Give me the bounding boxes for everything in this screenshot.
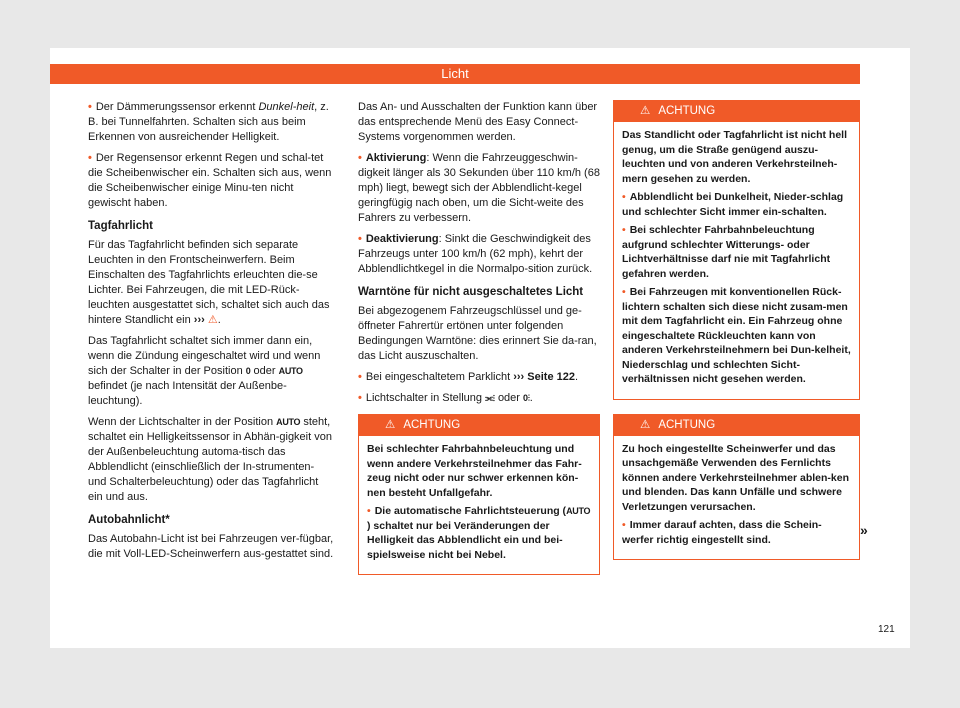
column-3 (613, 100, 860, 560)
list-item: • Abblendlicht bei Dunkelheit, Nieder-schlag und schlechter Sicht immer ein-schalten. (622, 191, 844, 218)
bullet-icon: • (358, 371, 362, 383)
paragraph: Wenn der Lichtschalter in der Position AUTO steht, schaltet ein Helligkeitssensor in Abhän-gigkeit von der Außenbeleuchtung automa-tisch das Abblendlicht (einschließlich der In-strumenten- und Schalterbeleuchtung) oder das Tagfahrlicht ein und aus. (88, 416, 332, 503)
warning-box-body: Das Standlicht oder Tagfahrlicht ist nicht hell genug, um die Straße genügend auszu-leuchten und von anderen Verkehrsteilneh-mern gesehen zu werden. • Abblendlicht bei Dunkelheit, Nieder-schlag und schlechter Sicht immer ein-schalten. • Bei schlechter Fahrbahnbeleuchtung aufgrund schlechter Witterungs- oder Lichtverhältnisse darf nie mit Tagfahrlicht gefahren werden. • Bei Fahrzeugen mit konventionellen Rück-lichtern schalten sich diese nicht zusam-men mit dem Tagfahrlicht ein. Ein Fahrzeug ohne eingeschaltete Rückleuchten kann von anderen Verkehrsteilnehmern bei Dun-kelheit, Niederschlag und schlechten Sicht-verhältnissen nicht gesehen werden. (622, 129, 851, 385)
auto-symbol-icon: AUTO (278, 366, 303, 376)
list-item: • Bei Fahrzeugen mit konventionellen Rück-lichtern schalten sich diese nicht zusam-men mit dem Tagfahrlicht ein. Ein Fahrzeug ohne eingeschaltete Rückleuchten kann von anderen Verkehrsteilnehmern bei Dun-kelheit, Niederschlag und schlechten Sicht-verhältnissen nicht gesehen werden. (622, 286, 851, 385)
bullet-icon: • (358, 152, 362, 164)
switch-position-0-icon: 0 (245, 366, 251, 376)
section-header: Licht (50, 64, 860, 84)
warning-icon: ⚠ (207, 314, 218, 326)
list-item: • Der Dämmerungssensor erkennt Dunkel-heit, z. B. bei Tunnelfahrten. Schalten sich aus beim Erkennen von ausreichender Helligkeit. (88, 101, 329, 143)
bullet-icon: • (88, 152, 92, 164)
bullet-icon: • (88, 101, 92, 113)
warning-icon: ⚠ (385, 419, 396, 431)
heading-warntoene: Warntöne für nicht ausgeschaltetes Licht (358, 286, 584, 298)
list-item: • Die automatische Fahrlichtsteuerung (AUTO) schaltet nur bei Veränderungen der Helligkeit das Abblendlicht ein und bei-spielsweise nicht bei Nebel. (367, 505, 591, 561)
warning-box-header: ⚠ ACHTUNG (614, 415, 859, 436)
list-item: • Bei schlechter Fahrbahnbeleuchtung aufgrund schlechter Witterungs- oder Lichtverhältnisse darf nie mit Tagfahrlicht gefahren werden. (622, 224, 831, 280)
auto-symbol-icon: AUTO (276, 417, 301, 427)
warning-box-body: Bei schlechter Fahrbahnbeleuchtung und wenn andere Verkehrsteilnehmer das Fahr-zeug nicht oder nur schwer erkennen kön-nen besteht Unfallgefahr. • Die automatische Fahrlichtsteuerung (AUTO) schaltet nur bei Veränderungen der Helligkeit das Abblendlicht ein und bei-spielsweise nicht bei Nebel. (367, 443, 591, 561)
switch-position-0-icon: 0⫶ (523, 393, 530, 403)
warning-box-header: ⚠ ACHTUNG (359, 415, 599, 436)
heading-tagfahrlicht: Tagfahrlicht (88, 220, 153, 232)
warning-box (613, 100, 860, 400)
bullet-icon: • (622, 224, 626, 236)
bullet-icon: • (358, 392, 362, 404)
warning-box (358, 414, 600, 575)
list-item: • Immer darauf achten, dass die Schein-werfer richtig eingestellt sind. (622, 519, 822, 546)
auto-symbol-icon: AUTO (566, 506, 591, 516)
bullet-icon: • (622, 191, 626, 203)
heading-autobahnlicht: Autobahnlicht* (88, 514, 170, 526)
warning-icon: ⚠ (640, 418, 651, 431)
bullet-icon: • (358, 233, 362, 245)
continue-arrow-icon: » (860, 522, 868, 538)
warning-box-header: ⚠ ACHTUNG (614, 101, 859, 122)
warning-box (613, 414, 860, 561)
page-reference-link[interactable]: ››› Seite 122 (513, 371, 575, 383)
list-item: • Der Regensensor erkennt Regen und schal-tet die Scheibenwischer ein. Schalten sich aus, wenn die Scheibenwischer einige Minu-ten nicht gewischt haben. (88, 152, 332, 209)
bullet-icon: • (622, 519, 626, 531)
list-item: • Lichtschalter in Stellung ⫘⫶ oder 0⫶. (358, 392, 533, 404)
warning-box-body: Zu hoch eingestellte Scheinwerfer und das unsachgemäße Verwenden des Fernlichts können andere Verkehrsteilnehmer ablen-ken und blenden. Das kann Unfälle und schwere Verletzungen verursachen. • Immer darauf achten, dass die Schein-werfer richtig eingestellt sind. (622, 442, 850, 546)
list-item: • Aktivierung: Wenn die Fahrzeuggeschwin-digkeit länger als 30 Sekunden über 110 km/h (68 mph) liegt, bewegt sich der Abblendlicht-kegel geringfügig nach oben, um die Sicht-weite des Fahrers zu verbessern. (358, 152, 600, 224)
paragraph: Für das Tagfahrlicht befinden sich separate Leuchten in den Frontscheinwerfern. Beim Einschalten des Tagfahrlichts erleuchten die-se Lichter. Bei Fahrzeugen, die mit LED-Rück-leuchten ausgestattet sich, schaltet sich auch das hintere Standlicht ein ››› ⚠. (88, 239, 330, 326)
column-2 (358, 100, 600, 575)
paragraph: Das An- und Ausschalten der Funktion kann über das entsprechende Menü des Easy Connect-Systems vorgenommen werden. (358, 101, 598, 143)
paragraph: Das Tagfahrlicht schaltet sich immer dann ein, wenn die Zündung eingeschaltet wird und wenn sich der Schalter in der Position 0 oder AUTO befindet (je nach Intensität der Außenbe-leuchtung). (88, 335, 321, 407)
parking-light-icon: ⫘⫶ (485, 393, 495, 403)
warning-icon: ⚠ (640, 105, 651, 117)
bullet-icon: • (622, 286, 626, 298)
paragraph: Das Autobahn-Licht ist bei Fahrzeugen ver-fügbar, die mit Voll-LED-Scheinwerfern aus-gestattet sind. (88, 533, 334, 560)
column-1 (88, 100, 334, 568)
bullet-icon: • (367, 505, 371, 517)
list-item: • Bei eingeschaltetem Parklicht ››› Seite 122. (358, 371, 579, 383)
paragraph: Bei abgezogenem Fahrzeugschlüssel und ge-öffneter Fahrertür ertönen unter folgenden Bedingungen Warntöne: dies erinnert Sie da-ran, das Licht auszuschalten. (358, 305, 597, 362)
page-number: 121 (878, 624, 895, 635)
list-item: • Deaktivierung: Sinkt die Geschwindigkeit des Fahrzeugs unter 100 km/h (62 mph), kehrt der Abblendlichtkegel in die Normalpo-sition zurück. (358, 233, 593, 275)
cross-reference-link[interactable]: ››› (193, 314, 205, 326)
